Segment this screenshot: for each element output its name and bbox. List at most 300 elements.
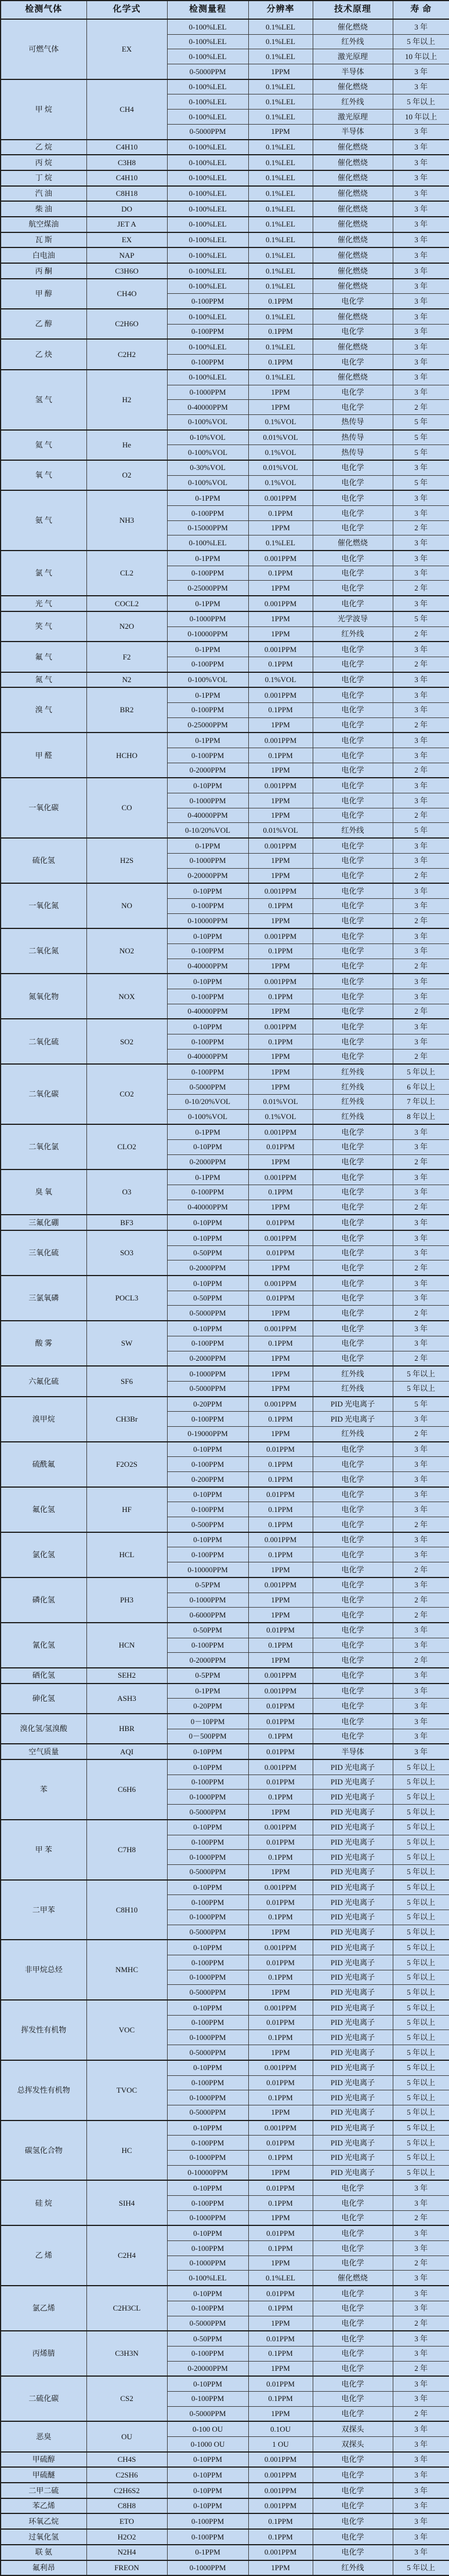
life-cell: 3 年	[393, 702, 449, 717]
principle-cell: 电化学	[313, 1291, 393, 1306]
formula-cell: C7H8	[86, 1820, 167, 1880]
resolution-cell: 0.1PPM	[248, 2150, 313, 2165]
formula-cell: NMHC	[86, 1940, 167, 2000]
principle-cell: 电化学	[313, 1200, 393, 1215]
principle-cell: 电化学	[313, 898, 393, 913]
formula-cell: CS2	[86, 2376, 167, 2421]
resolution-cell: 0.1%VOL	[248, 445, 313, 460]
life-cell: 5 年以上	[393, 2120, 449, 2136]
range-cell: 0-1PPM	[167, 687, 248, 702]
table-row	[1, 1880, 449, 1895]
gas-name-cell: 乙 醇	[1, 309, 86, 339]
life-cell: 3 年	[393, 355, 449, 370]
principle-cell: 催化燃烧	[313, 155, 393, 170]
principle-cell: PID 光电离子	[313, 1955, 393, 1970]
resolution-cell: 0.1PPM	[248, 1034, 313, 1050]
life-cell: 3 年	[393, 2467, 449, 2483]
principle-cell: 电化学	[313, 657, 393, 672]
table-row	[1, 778, 449, 793]
range-cell: 0-50PPM	[167, 1623, 248, 1638]
principle-cell: 电化学	[313, 1215, 393, 1230]
resolution-cell: 0.01PPM	[248, 2136, 313, 2151]
life-cell: 3 年	[393, 2483, 449, 2498]
range-cell: 0-100PPM	[167, 2241, 248, 2256]
resolution-cell: 1PPM	[248, 1925, 313, 1940]
range-cell: 0-1000PPM	[167, 2030, 248, 2045]
resolution-cell: 0.001PPM	[248, 642, 313, 657]
formula-cell: NAP	[86, 247, 167, 263]
life-cell: 3 年	[393, 201, 449, 217]
resolution-cell: 0.001PPM	[248, 1577, 313, 1593]
gas-name-cell: 三氧化硫	[1, 1230, 86, 1276]
life-cell: 3 年	[393, 1185, 449, 1200]
formula-cell: OU	[86, 2421, 167, 2451]
header-gas: 检测气体	[1, 1, 86, 19]
range-cell: 0-1PPM	[167, 1684, 248, 1699]
resolution-cell: 1PPM	[248, 626, 313, 642]
formula-cell: ETO	[86, 2513, 167, 2529]
life-cell: 3 年	[393, 1577, 449, 1593]
life-cell: 3 年	[393, 928, 449, 943]
table-row	[1, 2180, 449, 2195]
life-cell: 3 年	[393, 1336, 449, 1351]
range-cell: 0-200PPM	[167, 1472, 248, 1487]
life-cell: 2 年	[393, 1200, 449, 1215]
formula-cell: SEH2	[86, 1668, 167, 1684]
resolution-cell: 1PPM	[248, 793, 313, 808]
principle-cell: PID 光电离子	[313, 1940, 393, 1955]
principle-cell: 电化学	[313, 1472, 393, 1487]
principle-cell: 激光原理	[313, 49, 393, 64]
gas-name-cell: 一氧化氮	[1, 883, 86, 928]
formula-cell: N2	[86, 672, 167, 688]
header-life: 寿 命	[393, 1, 449, 19]
gas-name-cell: 甲 醇	[1, 279, 86, 309]
life-cell: 2 年	[393, 1154, 449, 1169]
resolution-cell: 0.1PPM	[248, 1336, 313, 1351]
range-cell: 0-40000PPM	[167, 400, 248, 415]
resolution-cell: 0.001PPM	[248, 1759, 313, 1775]
principle-cell: PID 光电离子	[313, 2105, 393, 2120]
principle-cell: 电化学	[313, 2467, 393, 2483]
life-cell: 3 年	[393, 1034, 449, 1050]
formula-cell: He	[86, 430, 167, 460]
gas-name-cell: 硫酰氟	[1, 1442, 86, 1487]
range-cell: 0-2000PPM	[167, 1260, 248, 1276]
range-cell: 0-100PPM	[167, 1955, 248, 1970]
table-row	[1, 1230, 449, 1245]
life-cell: 5 年以上	[393, 1880, 449, 1895]
formula-cell: O3	[86, 1169, 167, 1215]
life-cell: 3 年	[393, 370, 449, 385]
principle-cell: PID 光电离子	[313, 2000, 393, 2015]
principle-cell: 电化学	[313, 1049, 393, 1064]
gas-name-cell: 非甲烷总烃	[1, 1940, 86, 2000]
life-cell: 5 年以上	[393, 2075, 449, 2090]
range-cell: 0-5000PPM	[167, 124, 248, 139]
life-cell: 3 年	[393, 79, 449, 94]
principle-cell: PID 光电离子	[313, 1970, 393, 1985]
range-cell: 0-10000PPM	[167, 626, 248, 642]
resolution-cell: 0.1PPM	[248, 1502, 313, 1517]
range-cell: 0-5000PPM	[167, 2105, 248, 2120]
range-cell: 0-1000PPM	[167, 793, 248, 808]
resolution-cell: 0.01PPM	[248, 2015, 313, 2030]
formula-cell: AQI	[86, 1744, 167, 1759]
gas-name-cell: 乙 炔	[1, 339, 86, 369]
range-cell: 0-100%VOL	[167, 414, 248, 429]
resolution-cell: 0.01PPM	[248, 2225, 313, 2240]
life-cell: 3 年	[393, 2437, 449, 2452]
range-cell: 0-5000PPM	[167, 2406, 248, 2421]
principle-cell: 催化燃烧	[313, 217, 393, 232]
life-cell: 2 年	[393, 1426, 449, 1441]
table-row	[1, 1064, 449, 1079]
range-cell: 0-10PPM	[167, 1019, 248, 1034]
life-cell: 2 年	[393, 400, 449, 415]
range-cell: 0-10PPM	[167, 1820, 248, 1835]
resolution-cell: 0.001PPM	[248, 838, 313, 853]
resolution-cell: 0.001PPM	[248, 883, 313, 898]
formula-cell: C8H8	[86, 2498, 167, 2514]
life-cell: 3 年	[393, 2391, 449, 2406]
principle-cell: PID 光电离子	[313, 1805, 393, 1820]
resolution-cell: 0.1%LEL	[248, 170, 313, 186]
principle-cell: PID 光电离子	[313, 2030, 393, 2045]
principle-cell: 电化学	[313, 1139, 393, 1154]
range-cell: 0-5000PPM	[167, 1925, 248, 1940]
principle-cell: 电化学	[313, 520, 393, 535]
range-cell: 0-20PPM	[167, 1699, 248, 1714]
gas-name-cell: 氦 气	[1, 430, 86, 460]
life-cell: 3 年	[393, 566, 449, 581]
range-cell: 0-2000PPM	[167, 1154, 248, 1169]
principle-cell: 催化燃烧	[313, 170, 393, 186]
resolution-cell: 0.001PPM	[248, 1940, 313, 1955]
range-cell: 0-19000PPM	[167, 1426, 248, 1441]
table-row	[1, 1019, 449, 1034]
range-cell: 0-100PPM	[167, 1775, 248, 1790]
principle-cell: PID 光电离子	[313, 1910, 393, 1925]
principle-cell: 电化学	[313, 1517, 393, 1532]
life-cell: 2 年	[393, 1049, 449, 1064]
resolution-cell: 0.1PPM	[248, 1910, 313, 1925]
range-cell: 0-100%LEL	[167, 94, 248, 110]
principle-cell: 催化燃烧	[313, 79, 393, 94]
life-cell: 3 年	[393, 490, 449, 505]
resolution-cell: 0.001PPM	[248, 1169, 313, 1185]
table-row	[1, 1276, 449, 1291]
resolution-cell: 0.1PPM	[248, 2529, 313, 2545]
range-cell: 0-1000PPM	[167, 2150, 248, 2165]
range-cell: 0-6000PPM	[167, 1608, 248, 1623]
range-cell: 0-40000PPM	[167, 1004, 248, 1019]
life-cell: 3 年	[393, 140, 449, 155]
life-cell: 3 年	[393, 778, 449, 793]
range-cell: 0-20000PPM	[167, 2361, 248, 2376]
table-row	[1, 1215, 449, 1230]
range-cell: 0-10PPM	[167, 2225, 248, 2240]
resolution-cell: 1PPM	[248, 520, 313, 535]
table-row	[1, 2545, 449, 2560]
range-cell: 0-5000PPM	[167, 1381, 248, 1396]
range-cell: 0-1PPM	[167, 733, 248, 748]
principle-cell: 电化学	[313, 506, 393, 521]
principle-cell: 电化学	[313, 1457, 393, 1472]
life-cell: 3 年	[393, 506, 449, 521]
formula-cell: HC	[86, 2120, 167, 2181]
header-range: 检测量程	[167, 1, 248, 19]
principle-cell: 电化学	[313, 1321, 393, 1336]
life-cell: 2 年	[393, 1351, 449, 1366]
resolution-cell: 0.001PPM	[248, 2467, 313, 2483]
range-cell: 0-10PPM	[167, 928, 248, 943]
table-row	[1, 1940, 449, 1955]
resolution-cell: 0.1%LEL	[248, 247, 313, 263]
life-cell: 2 年	[393, 2316, 449, 2331]
gas-name-cell: 一氧化碳	[1, 778, 86, 838]
resolution-cell: 0.1PPM	[248, 294, 313, 309]
gas-name-cell: 二氧化碳	[1, 1064, 86, 1124]
table-row	[1, 2286, 449, 2301]
range-cell: 0-50PPM	[167, 1245, 248, 1260]
life-cell: 5 年以上	[393, 1985, 449, 2000]
life-cell: 5 年以上	[393, 1775, 449, 1790]
range-cell: 0-100%LEL	[167, 49, 248, 64]
formula-cell: NO	[86, 883, 167, 928]
principle-cell: PID 光电离子	[313, 2150, 393, 2165]
life-cell: 3 年	[393, 1623, 449, 1638]
range-cell: 0-100PPM	[167, 1457, 248, 1472]
resolution-cell: 0.001PPM	[248, 2060, 313, 2075]
formula-cell: NO2	[86, 928, 167, 974]
life-cell: 5 年以上	[393, 2045, 449, 2060]
resolution-cell: 0.1PPM	[248, 355, 313, 370]
resolution-cell: 0.1PPM	[248, 566, 313, 581]
resolution-cell: 1PPM	[248, 1154, 313, 1169]
table-row	[1, 79, 449, 94]
life-cell: 5 年以上	[393, 1835, 449, 1850]
table-row	[1, 551, 449, 566]
range-cell: 0-1PPM	[167, 1169, 248, 1185]
gas-name-cell: 笑 气	[1, 611, 86, 642]
principle-cell: 催化燃烧	[313, 309, 393, 324]
resolution-cell: 0.1%LEL	[248, 155, 313, 170]
resolution-cell: 1PPM	[248, 1864, 313, 1879]
gas-name-cell: 苯	[1, 1759, 86, 1820]
resolution-cell: 0.1PPM	[248, 943, 313, 959]
formula-cell: ASH3	[86, 1684, 167, 1714]
range-cell: 0-10PPM	[167, 2467, 248, 2483]
table-row	[1, 838, 449, 853]
range-cell: 0-100%LEL	[167, 263, 248, 279]
life-cell: 3 年	[393, 170, 449, 186]
resolution-cell: 0.1%LEL	[248, 2271, 313, 2286]
principle-cell: 电化学	[313, 2286, 393, 2301]
range-cell: 0-5000PPM	[167, 1805, 248, 1820]
life-cell: 3 年	[393, 1291, 449, 1306]
life-cell: 3 年	[393, 309, 449, 324]
resolution-cell: 0.1%VOL	[248, 1109, 313, 1124]
resolution-cell: 0.1PPM	[248, 989, 313, 1004]
principle-cell: 电化学	[313, 581, 393, 596]
resolution-cell: 0.1PPM	[248, 2030, 313, 2045]
table-row	[1, 2483, 449, 2498]
gas-name-cell: 挥发性有机物	[1, 2000, 86, 2060]
resolution-cell: 0.001PPM	[248, 2452, 313, 2468]
resolution-cell: 0.01PPM	[248, 2376, 313, 2391]
gas-name-cell: 臭 氧	[1, 1169, 86, 1215]
gas-name-cell: 丙 烷	[1, 155, 86, 170]
life-cell: 2 年	[393, 1608, 449, 1623]
resolution-cell: 0.001PPM	[248, 596, 313, 611]
life-cell: 5 年以上	[393, 1895, 449, 1910]
principle-cell: 电化学	[313, 1547, 393, 1562]
range-cell: 0-100%VOL	[167, 672, 248, 688]
principle-cell: 红外线	[313, 1366, 393, 1381]
formula-cell: C6H6	[86, 1759, 167, 1820]
resolution-cell: 0.001PPM	[248, 1397, 313, 1412]
formula-cell: C2H6O	[86, 309, 167, 339]
resolution-cell: 0.01PPM	[248, 1139, 313, 1154]
resolution-cell: 0.01PPM	[248, 1714, 313, 1729]
principle-cell: 电化学	[313, 355, 393, 370]
gas-name-cell: 丙烯腈	[1, 2331, 86, 2376]
life-cell: 3 年	[393, 1547, 449, 1562]
gas-name-cell: 硫化氢	[1, 838, 86, 883]
range-cell: 0-100PPM	[167, 324, 248, 339]
formula-cell: HCN	[86, 1623, 167, 1668]
principle-cell: 红外线	[313, 1109, 393, 1124]
resolution-cell: 0.1PPM	[248, 898, 313, 913]
range-cell: 0-10000PPM	[167, 913, 248, 928]
range-cell: 0-10/20%VOL	[167, 823, 248, 838]
formula-cell: PH3	[86, 1577, 167, 1623]
principle-cell: 电化学	[313, 1351, 393, 1366]
range-cell: 0-1000PPM	[167, 1970, 248, 1985]
life-cell: 5 年以上	[393, 2030, 449, 2045]
life-cell: 3 年	[393, 1215, 449, 1230]
life-cell: 3 年	[393, 642, 449, 657]
range-cell: 0－500PPM	[167, 1729, 248, 1744]
principle-cell: 热传导	[313, 414, 393, 429]
table-row	[1, 928, 449, 943]
life-cell: 3 年	[393, 883, 449, 898]
principle-cell: 电化学	[313, 400, 393, 415]
gas-name-cell: 甲硫醇	[1, 2452, 86, 2468]
range-cell: 0-1000 OU	[167, 2437, 248, 2452]
life-cell: 3 年	[393, 19, 449, 34]
gas-name-cell: 六氟化硫	[1, 1366, 86, 1396]
principle-cell: 光学波导	[313, 611, 393, 626]
life-cell: 5 年以上	[393, 1064, 449, 1079]
range-cell: 0-100PPM	[167, 2513, 248, 2529]
principle-cell: 电化学	[313, 1260, 393, 1276]
range-cell: 0-10PPM	[167, 2180, 248, 2195]
principle-cell: 催化燃烧	[313, 19, 393, 34]
life-cell: 5 年以上	[393, 2105, 449, 2120]
principle-cell: 电化学	[313, 868, 393, 883]
resolution-cell: 0.01%VOL	[248, 460, 313, 475]
resolution-cell: 0.01PPM	[248, 1744, 313, 1759]
principle-cell: 催化燃烧	[313, 247, 393, 263]
table-row	[1, 1623, 449, 1638]
resolution-cell: 0.001PPM	[248, 2498, 313, 2514]
range-cell: 0-10PPM	[167, 1230, 248, 1245]
resolution-cell: 0.1PPM	[248, 657, 313, 672]
life-cell: 2 年	[393, 1306, 449, 1321]
gas-name-cell: 氟 气	[1, 642, 86, 672]
principle-cell: 电化学	[313, 763, 393, 778]
formula-cell: H2O2	[86, 2529, 167, 2545]
resolution-cell: 0.1%LEL	[248, 535, 313, 551]
principle-cell: PID 光电离子	[313, 1775, 393, 1790]
resolution-cell: 0.1%LEL	[248, 309, 313, 324]
principle-cell: 催化燃烧	[313, 232, 393, 248]
resolution-cell: 1PPM	[248, 2560, 313, 2576]
principle-cell: 电化学	[313, 913, 393, 928]
range-cell: 0-100PPM	[167, 566, 248, 581]
range-cell: 0-100PPM	[167, 748, 248, 763]
range-cell: 0-100PPM	[167, 943, 248, 959]
resolution-cell: 0.01PPM	[248, 2180, 313, 2195]
life-cell: 3 年	[393, 1472, 449, 1487]
formula-cell: JET A	[86, 217, 167, 232]
formula-cell: CH4O	[86, 279, 167, 309]
life-cell: 3 年	[393, 263, 449, 279]
resolution-cell: 1PPM	[248, 64, 313, 79]
range-cell: 0-1PPM	[167, 838, 248, 853]
range-cell: 0-50PPM	[167, 2331, 248, 2346]
range-cell: 0-5000PPM	[167, 64, 248, 79]
principle-cell: 电化学	[313, 460, 393, 475]
gas-name-cell: 总挥发性有机物	[1, 2060, 86, 2120]
range-cell: 0-100PPM	[167, 898, 248, 913]
life-cell: 5 年以上	[393, 1925, 449, 1940]
formula-cell: NOX	[86, 974, 167, 1019]
resolution-cell: 1PPM	[248, 1260, 313, 1276]
range-cell: 0-1000PPM	[167, 385, 248, 400]
table-row	[1, 140, 449, 155]
range-cell: 0-100PPM	[167, 702, 248, 717]
life-cell: 2 年	[393, 1517, 449, 1532]
life-cell: 3 年	[393, 232, 449, 248]
table-row	[1, 2421, 449, 2436]
life-cell: 5 年	[393, 475, 449, 490]
resolution-cell: 0.001PPM	[248, 1532, 313, 1547]
life-cell: 2 年	[393, 717, 449, 733]
formula-cell: EX	[86, 232, 167, 248]
formula-cell: F2O2S	[86, 1442, 167, 1487]
table-row	[1, 170, 449, 186]
formula-cell: C2H6S2	[86, 2483, 167, 2498]
table-row	[1, 1714, 449, 1729]
table-row	[1, 2225, 449, 2240]
gas-name-cell: 光 气	[1, 596, 86, 611]
header-principle: 技术原理	[313, 1, 393, 19]
formula-cell: SO3	[86, 1230, 167, 1276]
gas-name-cell: 三氟化硼	[1, 1215, 86, 1230]
principle-cell: 电化学	[313, 1638, 393, 1653]
life-cell: 3 年	[393, 1532, 449, 1547]
principle-cell: PID 光电离子	[313, 1925, 393, 1940]
principle-cell: 电化学	[313, 672, 393, 688]
formula-cell: C8H18	[86, 186, 167, 202]
range-cell: 0-10PPM	[167, 2483, 248, 2498]
formula-cell: CO	[86, 778, 167, 838]
range-cell: 0-50PPM	[167, 1291, 248, 1306]
life-cell: 3 年	[393, 385, 449, 400]
